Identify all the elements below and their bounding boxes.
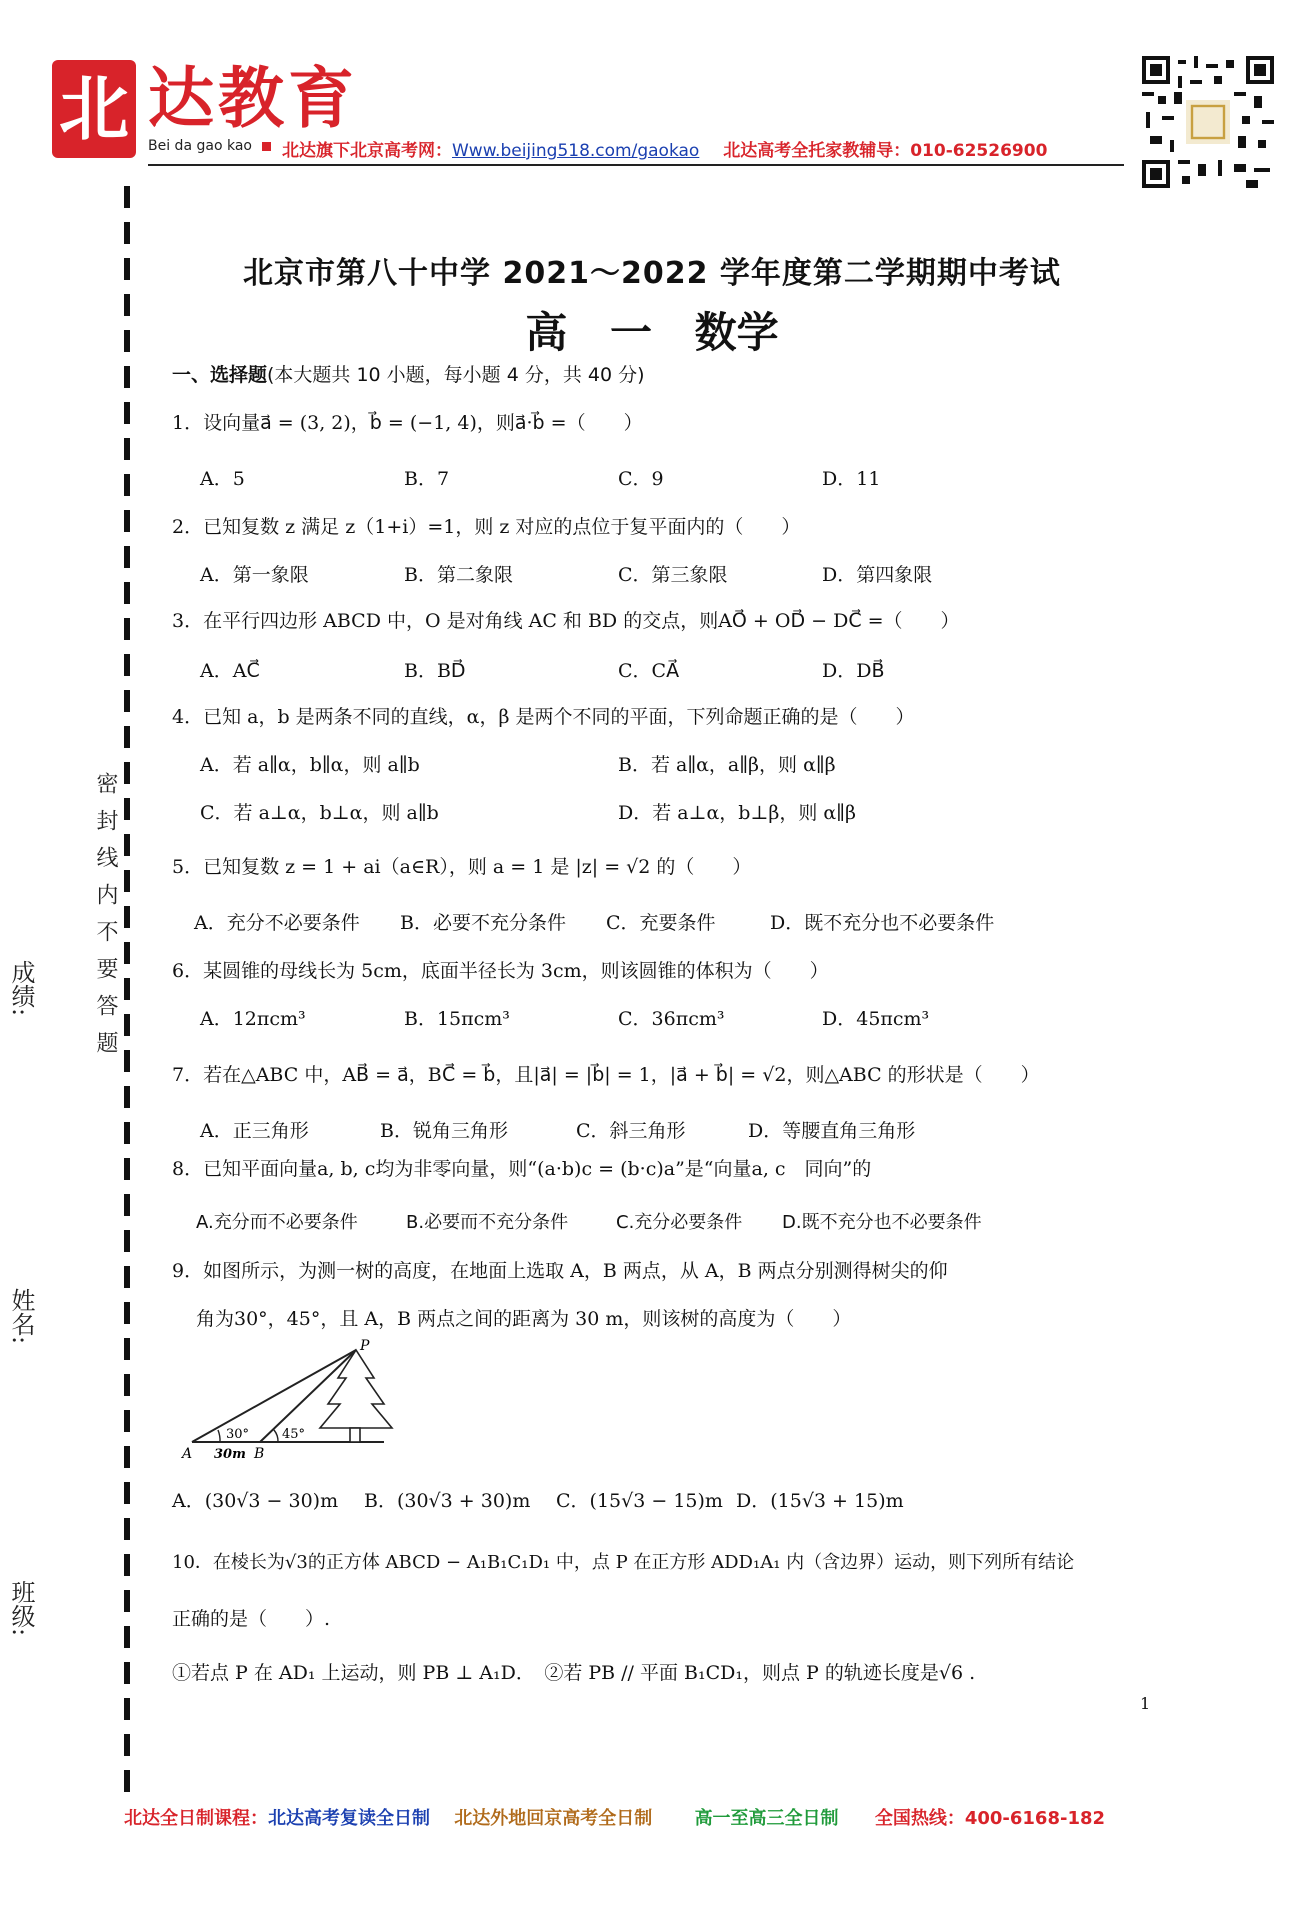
- point-p-label: P: [360, 1338, 370, 1354]
- q7-option-d: D．等腰直角三角形: [748, 1120, 916, 1142]
- q1-option-a: A．5: [200, 468, 245, 490]
- qr-code-icon: [1142, 56, 1274, 188]
- brand-square-icon: [262, 142, 271, 151]
- question-5-stem: 5．已知复数 z = 1 + ai（a∈R），则 a = 1 是 |z| = √2 的（ ）: [172, 856, 752, 878]
- binding-dashed-line: [124, 186, 130, 1806]
- question-9-stem-line2: 角为30°，45°，且 A，B 两点之间的距离为 30 m，则该树的高度为（ ）: [196, 1308, 852, 1330]
- q8-option-b: B.必要而不充分条件: [406, 1212, 569, 1233]
- q5-option-a: A．充分不必要条件: [194, 912, 360, 934]
- question-6-stem: 6．某圆锥的母线长为 5cm，底面半径长为 3cm，则该圆锥的体积为（ ）: [172, 960, 829, 982]
- q4-option-a: A．若 a∥α，b∥α，则 a∥b: [200, 754, 420, 776]
- section-heading: [172, 360, 645, 387]
- tutor-label: 北达高考全托家教辅导：010-62526900: [723, 141, 1048, 161]
- score-label: 成绩:: [7, 960, 35, 1017]
- q6-option-c: C．36πcm³: [618, 1008, 725, 1030]
- footer-course-2[interactable]: 北达外地回京高考全日制: [454, 1808, 653, 1829]
- q7-option-a: A．正三角形: [200, 1120, 309, 1142]
- q4-option-d: D．若 a⊥α，b⊥β，则 α∥β: [618, 802, 856, 824]
- angle-arc-b: [274, 1430, 278, 1442]
- section-title: 一、选择题: [172, 364, 268, 386]
- subject-title: 高 一 数学: [525, 308, 779, 357]
- tree-icon: [320, 1350, 392, 1428]
- angle-arc-a: [218, 1430, 220, 1442]
- question-4-stem: 4．已知 a，b 是两条不同的直线，α，β 是两个不同的平面，下列命题正确的是（ ）: [172, 706, 915, 728]
- question-2-stem: 2．已知复数 z 满足 z（1+i）=1，则 z 对应的点位于复平面内的（ ）: [172, 516, 801, 538]
- footer-hotline: 全国热线：400-6168-182: [874, 1808, 1106, 1829]
- brand-logo-mark: 北: [52, 60, 136, 158]
- brand-logo-name: 达教育: [148, 59, 358, 137]
- q1-option-c: C．9: [618, 468, 664, 490]
- q5-option-b: B．必要不充分条件: [400, 912, 566, 934]
- footer-course-1[interactable]: 北达高考复读全日制: [268, 1808, 430, 1829]
- question-8-stem: 8．已知平面向量a, b, c均为非零向量，则“(a·b)c = (b·c)a”是“向量a, c 同向”的: [172, 1158, 872, 1180]
- question-3-stem: 3．在平行四边形 ABCD 中，O 是对角线 AC 和 BD 的交点，则AO⃗ + OD⃗ − DC⃗ =（ ）: [172, 610, 960, 632]
- question-9-stem: 9．如图所示，为测一树的高度，在地面上选取 A，B 两点，从 A，B 两点分别测得树尖的仰: [172, 1260, 948, 1282]
- question-10-stem: 10．在棱长为√3的正方体 ABCD − A₁B₁C₁D₁ 中，点 P 在正方形 ADD₁A₁ 内（含边界）运动，则下列所有结论: [172, 1552, 1075, 1573]
- q9-option-d: D．(15√3 + 15)m: [736, 1490, 904, 1512]
- question-1-stem: 1．设向量a⃗ = (3, 2)，b⃗ = (−1, 4)，则a⃗·b⃗ =（ ）: [172, 412, 643, 434]
- q2-option-d: D．第四象限: [822, 564, 933, 586]
- q6-option-d: D．45πcm³: [822, 1008, 930, 1030]
- q7-option-c: C．斜三角形: [576, 1120, 686, 1142]
- footer-label: 北达全日制课程：: [124, 1808, 268, 1829]
- angle-a-label: 30°: [226, 1427, 250, 1442]
- question-10-stem-line2: 正确的是（ ）.: [172, 1608, 331, 1630]
- angle-b-label: 45°: [282, 1427, 306, 1442]
- name-label: 姓名:: [7, 1288, 35, 1345]
- q4-option-c: C．若 a⊥α，b⊥α，则 a∥b: [200, 802, 439, 824]
- page-number: 1: [1140, 1694, 1151, 1713]
- q1-option-d: D．11: [822, 468, 881, 490]
- distance-label: 30m: [214, 1447, 246, 1460]
- class-label: 班级:: [7, 1580, 35, 1637]
- q2-option-c: C．第三象限: [618, 564, 728, 586]
- q8-option-a: A.充分而不必要条件: [196, 1212, 358, 1233]
- point-a-label: A: [182, 1446, 193, 1460]
- header-rule: [148, 164, 1124, 166]
- q3-option-d: D．DB⃗: [822, 660, 885, 682]
- q2-option-a: A．第一象限: [200, 564, 309, 586]
- header-info: [282, 136, 1047, 161]
- q6-option-a: A．12πcm³: [200, 1008, 306, 1030]
- exam-title: 北京市第八十中学 2021～2022 学年度第二学期期中考试: [243, 256, 1061, 291]
- q7-option-b: B．锐角三角形: [380, 1120, 508, 1142]
- tree-height-figure: [180, 1338, 400, 1460]
- q3-option-c: C．CA⃗: [618, 660, 680, 682]
- site-label: 北达旗下北京高考网：: [282, 141, 452, 161]
- q3-option-a: A．AC⃗: [200, 660, 260, 682]
- q9-option-b: B．(30√3 + 30)m: [364, 1490, 531, 1512]
- brand-pinyin: Bei da gao kao: [148, 138, 252, 154]
- footer-course-3[interactable]: 高一至高三全日制: [694, 1808, 839, 1829]
- question-10-statements: ①若点 P 在 AD₁ 上运动，则 PB ⊥ A₁D． ②若 PB // 平面 B₁CD₁，则点 P 的轨迹长度是√6 .: [172, 1662, 976, 1684]
- seal-line-notice: 密封线内不要答题: [93, 772, 118, 1068]
- q9-option-a: A．(30√3 − 30)m: [172, 1490, 339, 1512]
- q8-option-c: C.充分必要条件: [616, 1212, 743, 1233]
- q5-option-c: C．充要条件: [606, 912, 716, 934]
- site-url-link[interactable]: Www.beijing518.com/gaokao: [452, 141, 700, 161]
- q1-option-b: B．7: [404, 468, 450, 490]
- tree-trunk: [350, 1428, 360, 1442]
- point-b-label: B: [254, 1446, 265, 1460]
- q2-option-b: B．第二象限: [404, 564, 513, 586]
- q5-option-d: D．既不充分也不必要条件: [770, 912, 995, 934]
- q6-option-b: B．15πcm³: [404, 1008, 510, 1030]
- q8-option-d: D.既不充分也不必要条件: [782, 1212, 982, 1233]
- section-note: (本大题共 10 小题，每小题 4 分，共 40 分): [267, 364, 645, 386]
- q4-option-b: B．若 a∥α，a∥β，则 α∥β: [618, 754, 836, 776]
- q3-option-b: B．BD⃗: [404, 660, 466, 682]
- footer-banner: [124, 1804, 1105, 1830]
- q9-option-c: C．(15√3 − 15)m: [556, 1490, 723, 1512]
- question-7-stem: 7．若在△ABC 中，AB⃗ = a⃗，BC⃗ = b⃗，且|a⃗| = |b⃗| = 1，|a⃗ + b⃗| = √2，则△ABC 的形状是（ ）: [172, 1064, 1040, 1086]
